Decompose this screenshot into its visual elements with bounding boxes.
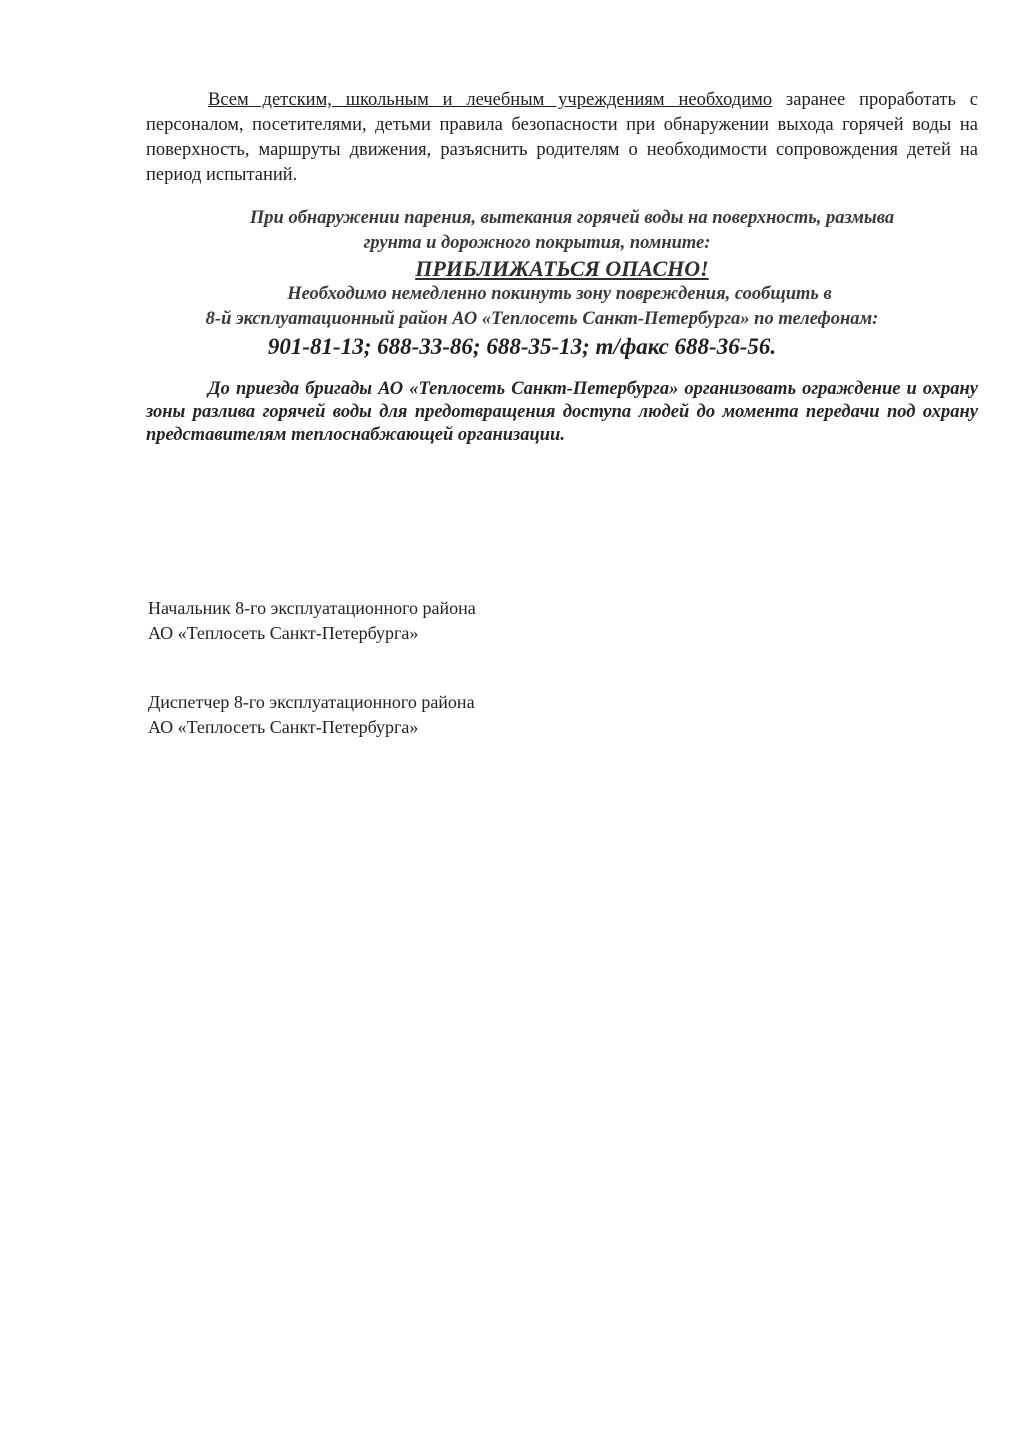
signature-title: Начальник 8-го эксплуатационного района — [148, 598, 476, 618]
signature-organization: АО «Теплосеть Санкт-Петербурга» — [148, 717, 419, 737]
warning-line-1: При обнаружении парения, вытекания горячей воды на поверхность, размыва — [249, 208, 895, 228]
warning-block — [146, 206, 978, 362]
signature-organization: АО «Теплосеть Санкт-Петербурга» — [148, 623, 419, 643]
signature-title: Диспетчер 8-го эксплуатационного района — [148, 692, 475, 712]
signature-block-dispatcher — [148, 690, 648, 740]
warning-line-2: грунта и дорожного покрытия, помните: — [363, 233, 711, 253]
signature-block-head — [148, 596, 648, 646]
fencing-instructions-paragraph: До приезда бригады АО «Теплосеть Санкт-Петербурга» организовать ограждение и охрану зоны разлива горячей воды для предотвращения доступа людей до момента передачи под охрану представителям теплоснабжающей организации. — [146, 379, 978, 445]
warning-line-5: 8-й эксплуатационный район АО «Теплосеть Санкт-Петербурга» по телефонам: — [205, 309, 879, 329]
warning-line-4: Необходимо немедленно покинуть зону повреждения, сообщить в — [287, 284, 832, 304]
paragraph-underlined-lead: Всем детским, школьным и лечебным учреждениям необходимо — [208, 90, 773, 110]
paragraph-body-text: заранее проработать с персоналом, посетителями, детьми правила безопасности при обнаружении выхода горячей воды на поверхность, маршруты движения, разъяснить родителям о необходимости сопровождения детей на период испытаний. — [146, 90, 978, 185]
safety-instructions-paragraph — [146, 88, 978, 188]
phone-numbers: 901-81-13; 688-33-86; 688-35-13; т/факс 688-36-56. — [267, 334, 777, 359]
danger-heading: ПРИБЛИЖАТЬСЯ ОПАСНО! — [415, 256, 709, 281]
